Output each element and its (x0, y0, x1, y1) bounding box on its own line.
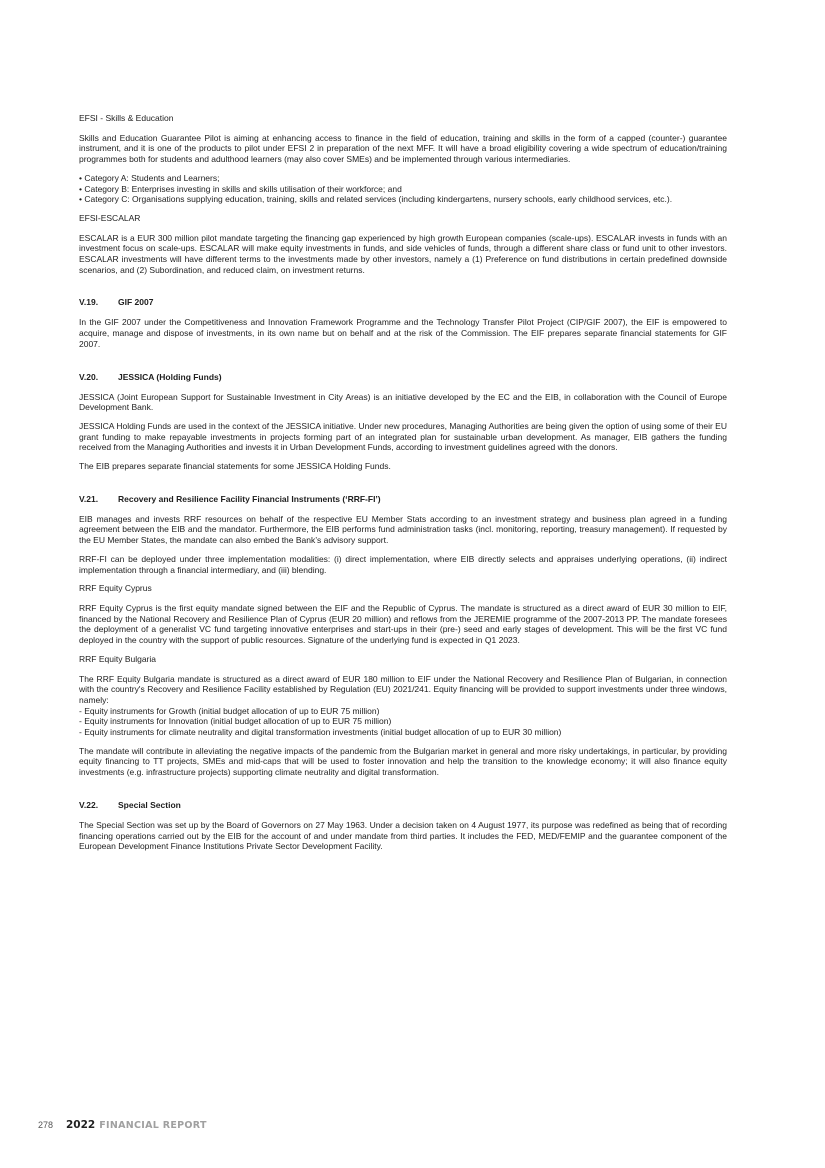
category-c: • Category C: Organisations supplying education, training, skills and related services (including kindergartens, nursery schools, early childhood services, etc.). (79, 194, 673, 205)
efsi-skills-title: EFSI - Skills & Education (79, 113, 174, 123)
efsi-escalar-paragraph: ESCALAR is a EUR 300 million pilot mandate targeting the financing gap experienced by high growth European companies (scale-ups). ESCALAR invests in funds with an investment focus on scale-ups. ESCALAR will make equity investments in funds, and side vehicles of funds, through a different share class or fund unit to other investors. ESCALAR investments will have different terms to the investments made by other investors, namely a (1) Preference on fund distributions in certain predefined downside scenarios, and (2) Subordination, and reduced claim, on investment returns. (79, 232, 727, 275)
section-v22-heading (79, 800, 727, 811)
section-number: V.20. (79, 371, 99, 382)
category-b: • Category B: Enterprises investing in skills and skills utilisation of their workforce; and (79, 183, 402, 194)
rrf-paragraph-1: EIB manages and invests RRF resources on behalf of the respective EU Member Stats according to an investment strategy and business plan agreed in a funding agreement between the EIB and the mandator. Furthermore, the EIB performs fund administration tasks (incl. monitoring, reporting, treasury management). If requested by the EU Member States, the mandate can also embed the Bank’s advisory support. (79, 513, 727, 546)
rrf-bulgaria-paragraph-2: The mandate will contribute in alleviating the negative impacts of the pandemic from the Bulgarian market in general and more risky undertakings, in particular, by providing equity financing to TT projects, SMEs and mid-caps that will be used to foster innovation and help the transition to the knowledge economy; it will also finance equity investments (e.g. infrastructure projects) supporting climate neutrality and digital transformation. (79, 745, 727, 778)
gif-2007-paragraph: In the GIF 2007 under the Competitiveness and Innovation Framework Programme and the Technology Transfer Pilot Project (CIP/GIF 2007), the EIF is empowered to acquire, manage and dispose of investments, in its own name but on behalf and at the risk of the Commission. The EIF prepares separate financial statements for GIF 2007. (79, 317, 727, 349)
section-title: JESSICA (Holding Funds) (118, 371, 222, 382)
report-label: FINANCIAL REPORT (99, 1120, 207, 1131)
efsi-skills-categories (79, 173, 727, 205)
rrf-paragraph-2: RRF-FI can be deployed under three implementation modalities: (i) direct implementation, where EIB directly selects and appraises underlying operations, (ii) indirect implementation through a financial intermediary, and (iii) blending. (79, 553, 727, 575)
bulgaria-window-innovation: - Equity instruments for Innovation (initial budget allocation of up to EUR 75 million) (79, 716, 392, 727)
section-v21-heading (79, 494, 727, 505)
rrf-cyprus-title: RRF Equity Cyprus (79, 583, 152, 594)
rrf-bulgaria-paragraph: The RRF Equity Bulgaria mandate is structured as a direct award of EUR 180 million to EIF under the National Recovery and Resilience Plan of Bulgarian, in connection with the country's Recovery and Resilience Facility established by Regulation (EU) 2021/241. Equity financing will be provided to support investments under three windows, namely: (79, 673, 727, 705)
page-number: 278 (38, 1120, 54, 1130)
special-section-paragraph: The Special Section was set up by the Board of Governors on 27 May 1963. Under a decision taken on 4 August 1977, its purpose was redefined as being that of recording financing operations carried out by the EIB for the account of and under mandate from third parties. It includes the FED, MED/FEMIP and the guarantee component of the European Development Finance Institutions Private Sector Development Facility. (79, 819, 727, 852)
jessica-paragraph-3: The EIB prepares separate financial statements for some JESSICA Holding Funds. (79, 461, 391, 472)
rrf-bulgaria-block (79, 674, 727, 738)
category-a: • Category A: Students and Learners; (79, 172, 220, 183)
efsi-escalar-title: EFSI-ESCALAR (79, 212, 141, 223)
section-title: GIF 2007 (118, 297, 154, 308)
bulgaria-window-climate: - Equity instruments for climate neutrality and digital transformation investments (initial budget allocation of up to EUR 30 million) (79, 727, 562, 738)
document-body (79, 113, 727, 860)
section-title: Recovery and Resilience Facility Financial Instruments (‘RRF-FI’) (118, 493, 381, 504)
efsi-skills-paragraph: Skills and Education Guarantee Pilot is aiming at enhancing access to finance in the field of education, training and skills in the form of a capped (counter-) guarantee instrument, and it is one of the products to pilot under EFSI 2 in preparation of the next MFF. It will have a broad eligibility covering a wide spectrum of education/training programmes both for students and adulthood learners (may also cover SMEs) and be implemented through various intermediaries. (79, 132, 727, 165)
section-number: V.19. (79, 297, 99, 308)
section-number: V.22. (79, 799, 99, 810)
jessica-paragraph-2: JESSICA Holding Funds are used in the context of the JESSICA initiative. Under new procedures, Managing Authorities are being given the option of using some of their EU grant funding to make repayable investments in projects forming part of an integrated plan for sustainable urban development. As manager, EIB gathers the funding received from the Managing Authorities and invests it in Urban Development Funds, according to investment guidelines agreed with the donors. (79, 420, 727, 453)
section-v19-heading (79, 297, 727, 308)
section-v20-heading (79, 372, 727, 383)
rrf-cyprus-paragraph: RRF Equity Cyprus is the first equity mandate signed between the EIF and the Republic of Cyprus. The mandate is structured as a direct award of EUR 30 million to EIF, financed by the National Recovery and Resilience Plan of Cyprus (EUR 20 million) and reflows from the JEREMIE programme of the 2007-2013 PP. The mandate foresees the deployment of a generalist VC fund targeting innovative enterprises and start-ups in their (pre-) seed and early stages of development. This will be the first VC fund deployed in the country with the support of public resources. Signature of the underlying fund is expected in Q1 2023. (79, 602, 727, 646)
report-year: 2022 (66, 1119, 96, 1131)
rrf-bulgaria-title: RRF Equity Bulgaria (79, 653, 157, 664)
jessica-paragraph-1: JESSICA (Joint European Support for Sustainable Investment in City Areas) is an initiative developed by the EC and the EIB, in collaboration with the Council of Europe Development Bank. (79, 391, 727, 413)
page-footer (38, 1119, 207, 1131)
section-title: Special Section (118, 799, 181, 810)
bulgaria-window-growth: - Equity instruments for Growth (initial budget allocation of up to EUR 75 million) (79, 705, 380, 716)
section-number: V.21. (79, 493, 99, 504)
